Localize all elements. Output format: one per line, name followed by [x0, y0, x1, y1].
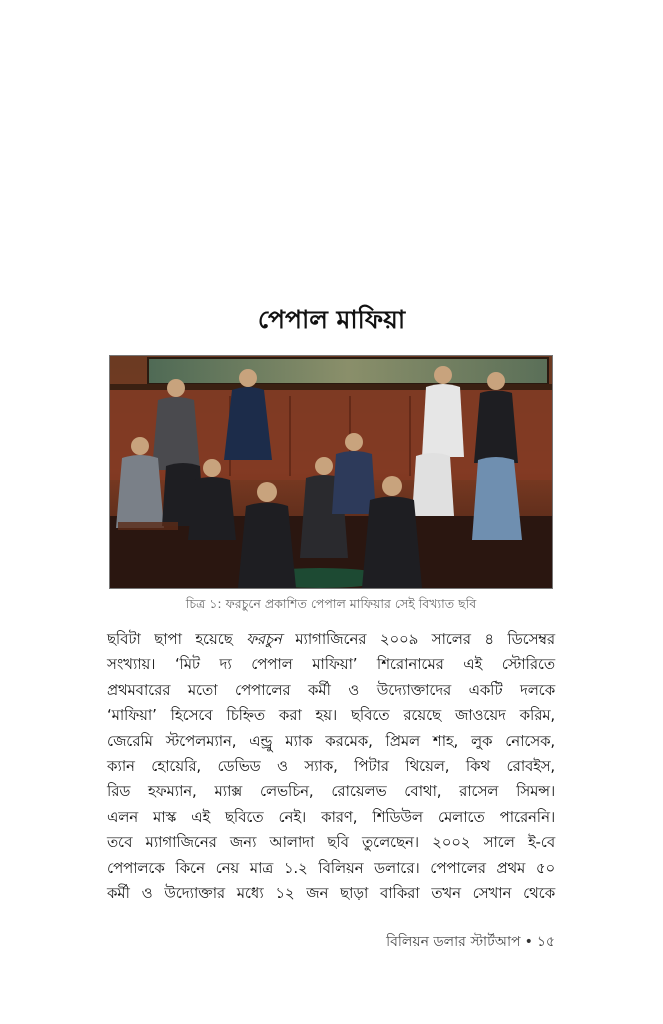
figure-caption: চিত্র ১: ফরচুনে প্রকাশিত পেপাল মাফিয়ার সেই বিখ্যাত ছবি: [185, 596, 477, 611]
bullet-separator: •: [524, 934, 533, 950]
body-line-text: ম্যাগাজিনের ২০০৯ সালের ৪ ডিসেম্বর: [281, 630, 555, 648]
page-number: ১৫: [536, 934, 555, 950]
body-line: [107, 627, 555, 652]
magazine-name: ফরচুন: [246, 630, 282, 648]
group-photo-illustration: [110, 356, 552, 588]
body-line: সংখ্যায়। ‘মিট দ্য পেপাল মাফিয়া’ শিরোনামের এই স্টোরিতে: [107, 655, 555, 674]
body-line: কর্মী ও উদ্যোক্তার মধ্যে ১২ জন ছাড়া বাকিরা তখন সেখান থেকে: [107, 884, 555, 903]
running-book-title: বিলিয়ন ডলার স্টার্টআপ: [386, 934, 521, 950]
body-line: তবে ম্যাগাজিনের জন্য আলাদা ছবি তুলেছেন। ২০০২ সালে ই-বে: [107, 833, 555, 852]
chapter-title: পেপাল মাফিয়া: [257, 305, 406, 334]
body-line: ক্যান হোয়েরি, ডেভিড ও স্যাক, পিটার থিয়েল, কিথ রোবইস,: [107, 757, 555, 776]
body-line-text: ছবিটা ছাপা হয়েছে: [107, 630, 247, 648]
page-footer: [386, 930, 555, 954]
body-line: এলন মাস্ক এই ছবিতে নেই। কারণ, শিডিউল মেলাতে পারেননি।: [107, 807, 555, 826]
body-line: প্রথমবারের মতো পেপালের কর্মী ও উদ্যোক্তাদের একটি দলকে: [107, 680, 555, 699]
body-line: রিড হফম্যান, ম্যাক্স লেভচিন, রোয়েলভ বোথা, রাসেল সিমন্স।: [107, 782, 555, 801]
body-line: জেরেমি স্টপেলম্যান, এন্ড্রু ম্যাক করমেক, প্রিমল শাহ, লুক নোসেক,: [107, 731, 555, 750]
body-paragraph: [107, 627, 555, 906]
body-line: পেপালকে কিনে নেয় মাত্র ১.২ বিলিয়ন ডলারে। পেপালের প্রথম ৫০: [107, 858, 555, 877]
body-line: ‘মাফিয়া’ হিসেবে চিহ্নিত করা হয়। ছবিতে রয়েছে জাওয়েদ করিম,: [107, 706, 555, 725]
group-photo: [109, 355, 553, 589]
